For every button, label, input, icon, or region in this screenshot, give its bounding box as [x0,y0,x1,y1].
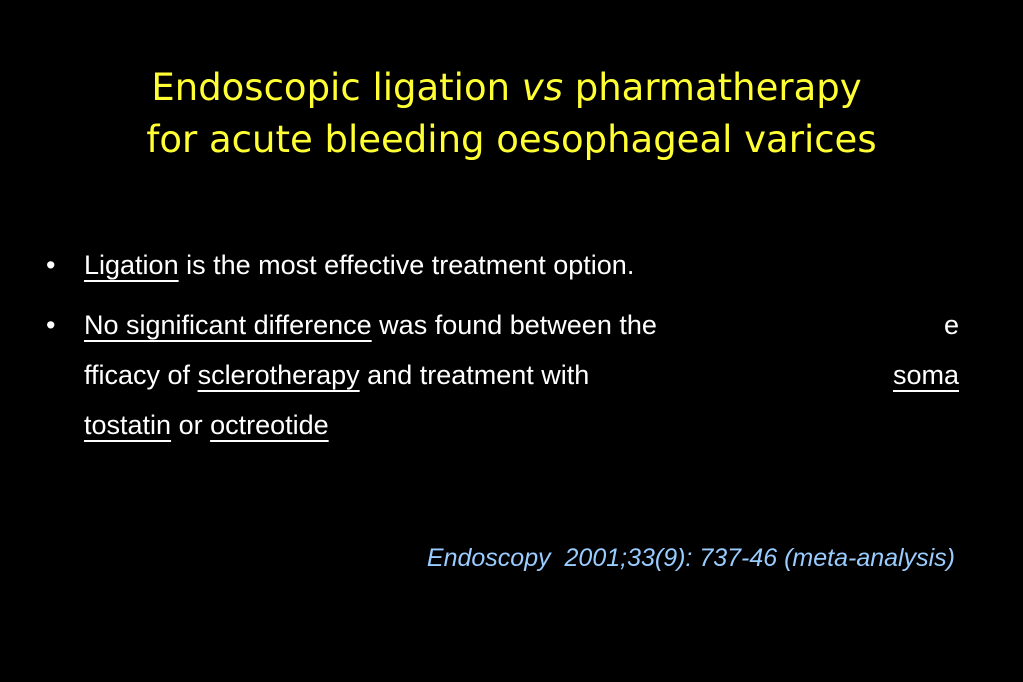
bullet-item-ligation [46,240,966,290]
title-part-2: pharmatherapy [562,66,862,109]
bullet-list [46,240,966,450]
bullet-line-end: e [943,310,959,340]
bullet-line-3 [84,400,966,450]
bullet-item-no-difference [46,300,966,450]
bullet-text: was found between the [371,310,657,340]
bullet-line-2 [84,350,959,400]
term-no-significant-difference: No significant difference [84,310,372,340]
bullet-text: fficacy of [84,360,198,390]
term-octreotide: octreotide [210,410,329,440]
title-line-2: for acute bleeding oesophageal varices [146,118,877,161]
title-emphasis: vs [521,66,563,109]
title-line-1 [0,62,1023,114]
bullet-text: is the most effective treatment option. [178,250,635,280]
citation: Endoscopy 2001;33(9): 737-46 (meta-analysis) [426,544,955,572]
bullet-marker: • [46,310,56,340]
term-somatostatin-part-2: tostatin [84,410,172,440]
bullet-line-1 [84,300,959,350]
bullet-text: and treatment with [359,360,590,390]
bullet-text: or [171,410,211,440]
term-ligation: Ligation [84,250,179,280]
slide-title [0,62,1023,166]
term-somatostatin-part-1: soma [892,360,959,390]
title-part-1: Endoscopic ligation [151,66,522,109]
term-sclerotherapy: sclerotherapy [197,360,360,390]
bullet-marker: • [46,250,56,280]
